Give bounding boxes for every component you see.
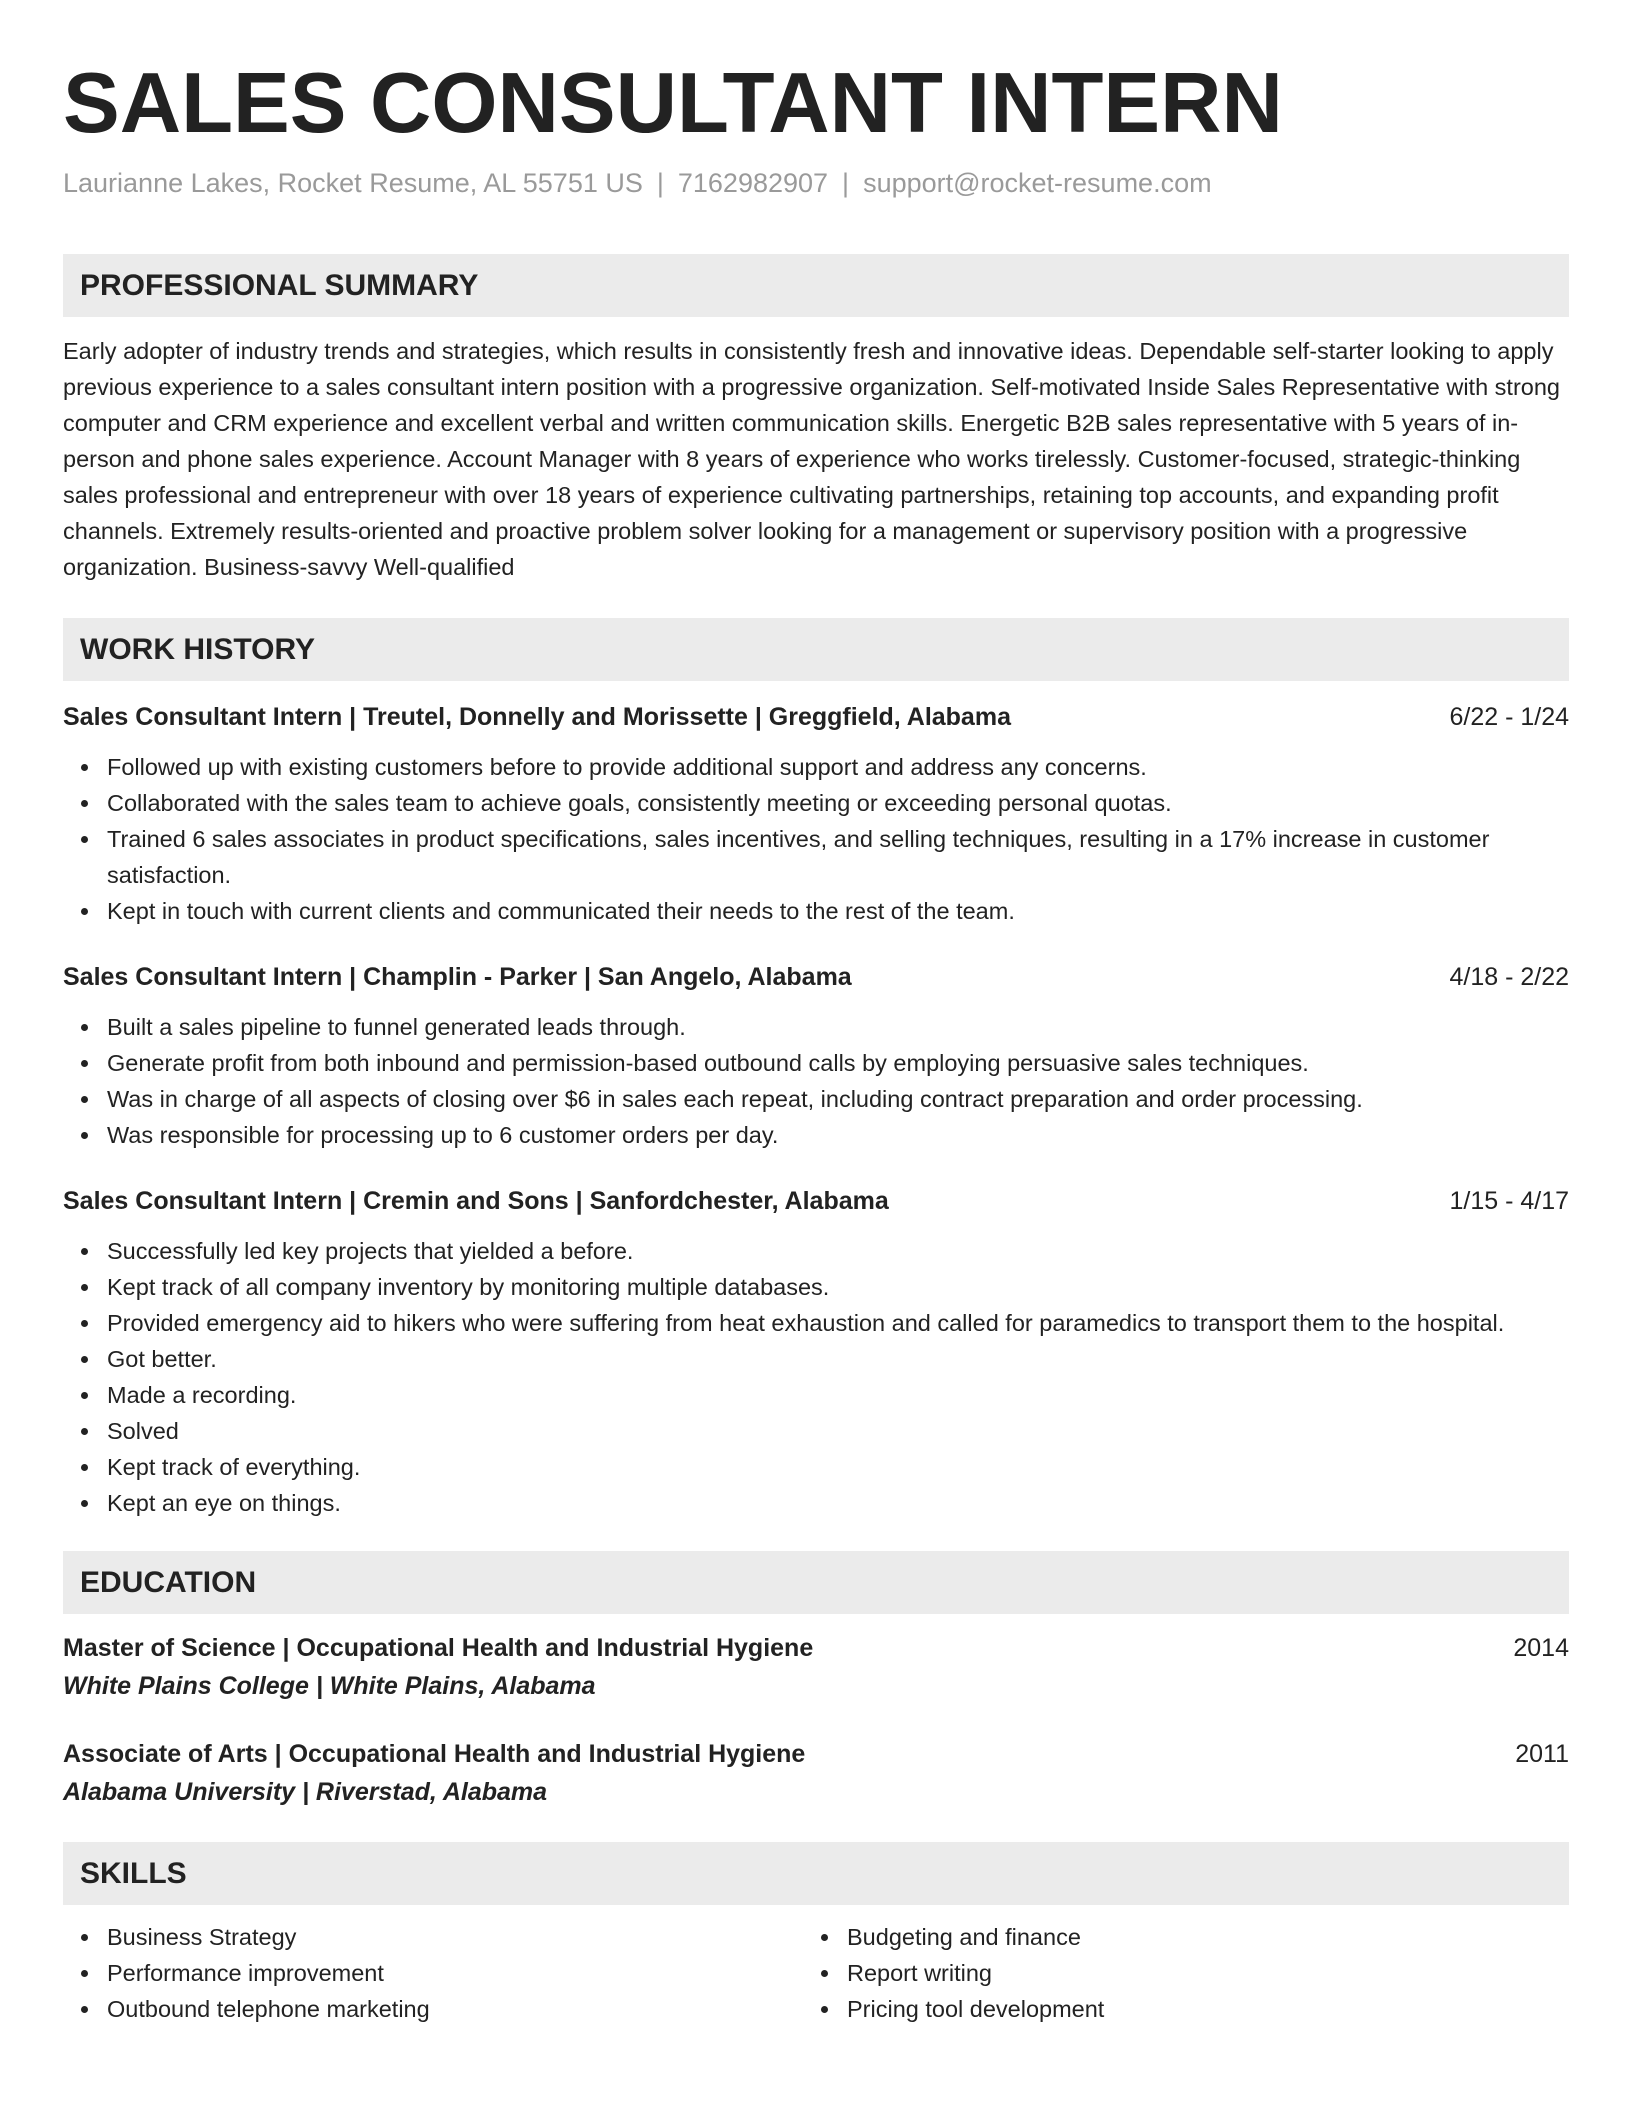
list-item: Was responsible for processing up to 6 customer orders per day. [63, 1117, 1569, 1153]
job-entry [63, 699, 1569, 929]
education-year: 2014 [1513, 1634, 1569, 1662]
job-bullets [63, 749, 1569, 929]
skills-column-right [803, 1919, 1563, 2027]
list-item: Made a recording. [63, 1377, 1569, 1413]
list-item: Report writing [803, 1955, 1563, 1991]
list-item: Kept track of everything. [63, 1449, 1569, 1485]
job-bullets [63, 1233, 1569, 1521]
contact-separator: | [656, 168, 664, 198]
list-item: Outbound telephone marketing [63, 1991, 803, 2027]
summary-text: Early adopter of industry trends and strategies, which results in consistently fresh and innovative ideas. Dependable self-starter looking to apply previous experience to a sales consultant intern position with a progressive organization. Self-motivated Inside Sales Representative with strong computer and CRM experience and excellent verbal and written communication skills. Energetic B2B sales representative with 5 years of in-person and phone sales experience. Account Manager with 8 years of experience who works tirelessly. Customer-focused, strategic-thinking sales professional and entrepreneur with over 18 years of experience cultivating partnerships, retaining top accounts, and expanding profit channels. Extremely results-oriented and proactive problem solver looking for a management or supervisory position with a progressive organization. Business-savvy Well-qualified [63, 338, 1560, 580]
education-entry [63, 1630, 1569, 1706]
contact-email: support@rocket-resume.com [863, 168, 1212, 198]
skills-column-left [63, 1919, 803, 2027]
list-item: Kept track of all company inventory by monitoring multiple databases. [63, 1269, 1569, 1305]
contact-address: Laurianne Lakes, Rocket Resume, AL 55751 US [63, 168, 643, 198]
job-dates: 6/22 - 1/24 [1449, 703, 1569, 731]
list-item: Pricing tool development [803, 1991, 1563, 2027]
list-item: Budgeting and finance [803, 1919, 1563, 1955]
job-heading: Sales Consultant Intern | Treutel, Donnelly and Morissette | Greggfield, Alabama [63, 703, 1011, 731]
degree-heading: Associate of Arts | Occupational Health and Industrial Hygiene [63, 1740, 806, 1768]
list-item: Provided emergency aid to hikers who were suffering from heat exhaustion and called for paramedics to transport them to the hospital. [63, 1305, 1569, 1341]
list-item: Followed up with existing customers before to provide additional support and address any concerns. [63, 749, 1569, 785]
list-item: Was in charge of all aspects of closing over $6 in sales each repeat, including contract preparation and order processing. [63, 1081, 1569, 1117]
contact-separator: | [842, 168, 850, 198]
school-name: Alabama University | Riverstad, Alabama [63, 1778, 548, 1806]
job-entry [63, 1183, 1569, 1521]
candidate-name: SALES CONSULTANT INTERN [63, 56, 1283, 151]
job-dates: 1/15 - 4/17 [1449, 1187, 1569, 1215]
list-item: Solved [63, 1413, 1569, 1449]
list-item: Generate profit from both inbound and permission-based outbound calls by employing persuasive sales techniques. [63, 1045, 1569, 1081]
job-dates: 4/18 - 2/22 [1449, 963, 1569, 991]
list-item: Trained 6 sales associates in product specifications, sales incentives, and selling techniques, resulting in a 17% increase in customer satisfaction. [63, 821, 1569, 893]
list-item: Got better. [63, 1341, 1569, 1377]
list-item: Kept in touch with current clients and communicated their needs to the rest of the team. [63, 893, 1569, 929]
job-bullets [63, 1009, 1569, 1153]
list-item: Successfully led key projects that yielded a before. [63, 1233, 1569, 1269]
contact-line [63, 166, 1569, 200]
contact-phone: 7162982907 [677, 168, 829, 198]
section-header-summary: PROFESSIONAL SUMMARY [63, 254, 1569, 317]
list-item: Collaborated with the sales team to achieve goals, consistently meeting or exceeding personal quotas. [63, 785, 1569, 821]
list-item: Built a sales pipeline to funnel generated leads through. [63, 1009, 1569, 1045]
list-item: Performance improvement [63, 1955, 803, 1991]
job-entry [63, 959, 1569, 1153]
education-year: 2011 [1515, 1740, 1569, 1768]
degree-heading: Master of Science | Occupational Health and Industrial Hygiene [63, 1634, 814, 1662]
section-header-education: EDUCATION [63, 1551, 1569, 1614]
section-header-skills: SKILLS [63, 1842, 1569, 1905]
list-item: Business Strategy [63, 1919, 803, 1955]
education-entry [63, 1736, 1569, 1812]
job-heading: Sales Consultant Intern | Champlin - Parker | San Angelo, Alabama [63, 963, 852, 991]
school-name: White Plains College | White Plains, Alabama [63, 1672, 596, 1700]
job-heading: Sales Consultant Intern | Cremin and Sons | Sanfordchester, Alabama [63, 1187, 889, 1215]
skills-list [63, 1919, 1569, 2027]
list-item: Kept an eye on things. [63, 1485, 1569, 1521]
section-header-work-history: WORK HISTORY [63, 618, 1569, 681]
